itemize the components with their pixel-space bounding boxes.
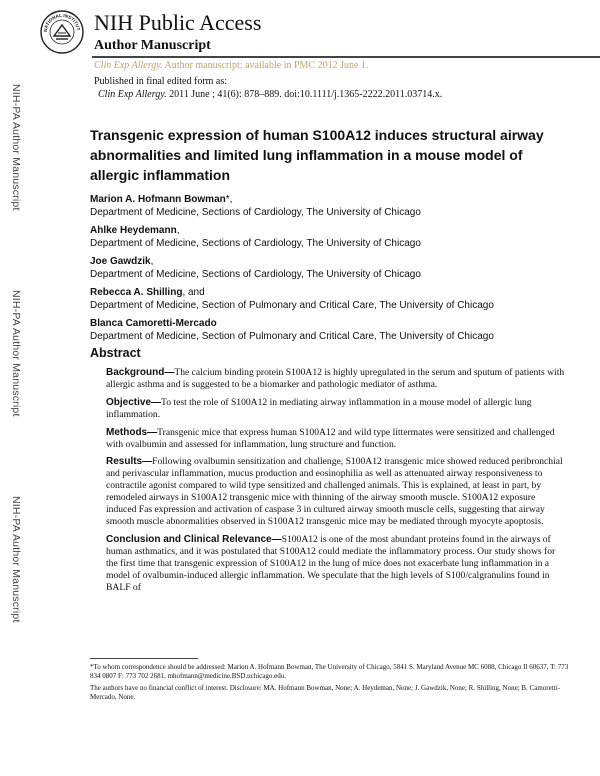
author-suffix: , and [182,287,205,298]
section-text: Following ovalbumin sensitization and challenge, S100A12 transgenic mice showed reduced peribronchial and perivascular inflammation, mucus production and eosinophilia as well as attenuated airway responsiveness to contractile agonist compared to wild type sensitized and challenged animals. This is explained, at least in part, by remodeled airways in S100A12 transgenic mice with thinning of the airway smooth muscle. S100A12 exposure induced Fas expression and activation of caspase 3 in cultured airway smooth muscle cells, suggesting that airway smooth muscle abnormalities observed in S100A12 transgenic mice may be mediated through myocyte apoptosis. [106,456,563,527]
author-affiliation: Department of Medicine, Section of Pulmonary and Critical Care, The University of Chicago [90,331,494,342]
author-manuscript-label: Author Manuscript [94,38,211,53]
author-name: Rebecca A. Shilling [90,287,183,298]
author-entry [90,286,570,312]
sidebar-label: NIH-PA Author Manuscript [10,496,22,623]
citation-journal: Clin Exp Allergy. [98,89,167,100]
section-text: S100A12 is one of the most abundant proteins found in the airways of human asthmatics, and it was postulated that S100A12 could mediate the inflammatory process. Our study shows for the first time that transgenic expression of S100A12 in the lung of mice does not exacerbate lung inflammation in a model of ovalbumin-induced allergic inflammation. We speculate that the high levels of S100/calgranulins found in BALF of [106,533,556,593]
author-list [90,193,570,348]
section-label: Background— [106,367,175,378]
abstract-section [106,427,566,451]
section-label: Methods— [106,426,158,438]
published-label: Published in final edited form as: [94,76,228,87]
availability-line [94,60,368,71]
section-label: Results— [106,456,153,468]
article-title: Transgenic expression of human S100A12 induces structural airway abnormalities and limited lung inflammation in a mouse model of allergic inflammation [90,127,544,183]
author-entry [90,224,570,250]
publication-info [94,75,442,101]
margin-watermark [10,0,28,776]
citation-line [98,88,442,101]
sidebar-label: NIH-PA Author Manuscript [10,84,22,211]
abstract-section [106,367,566,391]
author-name: Ahlke Heydemann [90,225,177,236]
abstract-section [106,534,566,594]
sidebar-label: NIH-PA Author Manuscript [10,290,22,417]
author-affiliation: Department of Medicine, Section of Pulmonary and Critical Care, The University of Chicago [90,300,494,311]
logo-text: NATIONAL INSTITUT [42,12,81,33]
nih-logo [40,10,84,54]
author-affiliation: Department of Medicine, Sections of Cardiology, The University of Chicago [90,207,421,218]
footnote-rule [90,658,198,659]
author-affiliation: Department of Medicine, Sections of Cardiology, The University of Chicago [90,238,421,249]
author-entry [90,193,570,219]
section-label: Objective— [106,396,162,408]
citation-details: 2011 June ; 41(6): 878–889. doi:10.1111/j.1365-2222.2011.03714.x. [166,89,443,100]
disclosure-note: The authors have no financial conflict of interest. Disclosure: MA. Hofmann Bowman, None; A. Heydeman, None; J. Gawdzik, None; R. Shilling, None; B. Camoretti-Mercado, None. [90,683,560,702]
abstract-heading: Abstract [90,346,141,360]
abstract-section [106,397,566,421]
section-label: Conclusion and Clinical Relevance— [106,533,282,545]
author-name: Blanca Camoretti-Mercado [90,318,217,329]
author-affiliation: Department of Medicine, Sections of Cardiology, The University of Chicago [90,269,421,280]
available-text: Author manuscript; available in PMC 2012 June 1. [162,60,369,71]
author-suffix: *, [225,194,233,205]
correspondence-note: *To whom correspondence should be addressed: Marion A. Hofmann Bowman, The University of Chicago, 5841 S. Maryland Avenue MC 6088, Chicago Il 60637, T: 773 834 0807 F: 773 702 2681, mhofmann@medicine.BSD.uchicago.edu. [90,663,569,681]
section-text: Transgenic mice that express human S100A12 and wild type littermates were sensitized and challenged with ovalbumin and assessed for inflammation, lung structure and function. [106,426,555,450]
author-entry [90,255,570,281]
footnotes [90,663,570,705]
author-name: Marion A. Hofmann Bowman [90,194,226,205]
author-name: Joe Gawdzik [90,256,151,267]
author-suffix: , [176,225,180,236]
section-text: The calcium binding protein S100A12 is highly upregulated in the serum and sputum of patients with allergic asthma and is suggested to be a biomarker and pathologic mediator of asthma. [106,367,565,390]
abstract-section [106,456,566,527]
abstract-body [106,367,566,599]
nih-public-access-title: NIH Public Access [94,10,262,35]
available-journal: Clin Exp Allergy. [94,60,163,71]
section-text: To test the role of S100A12 in mediating airway inflammation in a mouse model of allergic lung inflammation. [106,396,532,420]
author-entry [90,317,570,343]
header-rule [92,56,600,58]
author-suffix: , [150,256,154,267]
